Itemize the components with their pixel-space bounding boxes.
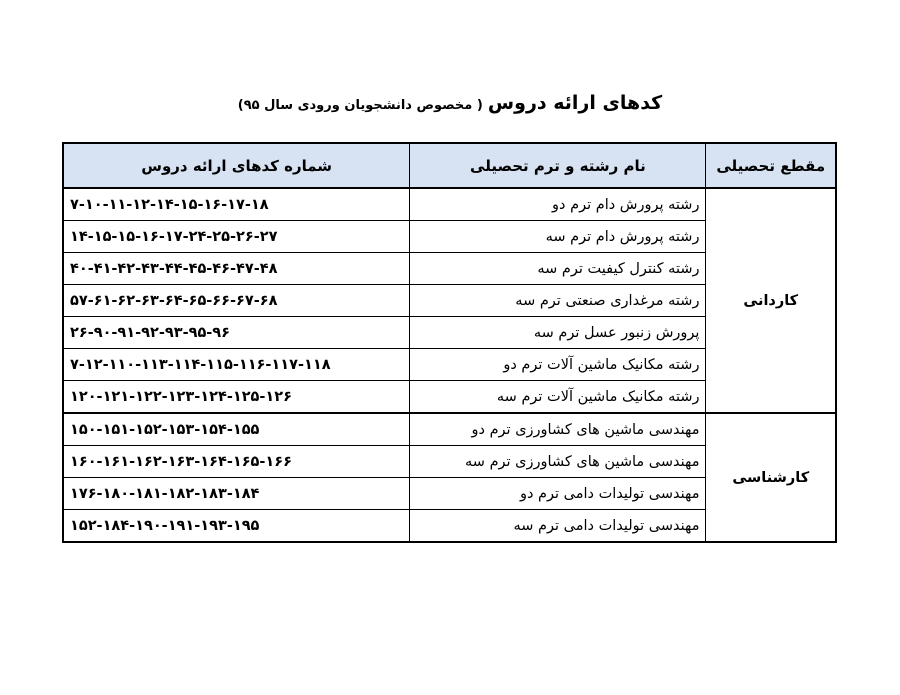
codes-cell: ۷-۱۰-۱۱-۱۲-۱۴-۱۵-۱۶-۱۷-۱۸ xyxy=(63,188,410,221)
field-cell: مهندسی تولیدات دامی ترم دو xyxy=(410,478,706,510)
table-row xyxy=(63,188,836,221)
level-cell-bachelor: کارشناسی xyxy=(706,413,836,542)
document-title xyxy=(0,92,900,114)
field-cell: رشته مکانیک ماشین آلات ترم سه xyxy=(410,381,706,414)
codes-cell: ۱۲۰-۱۲۱-۱۲۲-۱۲۳-۱۲۴-۱۲۵-۱۲۶ xyxy=(63,381,410,414)
field-cell: پرورش زنبور عسل ترم سه xyxy=(410,317,706,349)
field-cell: رشته کنترل کیفیت ترم سه xyxy=(410,253,706,285)
codes-cell: ۴۰-۴۱-۴۲-۴۳-۴۴-۴۵-۴۶-۴۷-۴۸ xyxy=(63,253,410,285)
codes-cell: ۱۷۶-۱۸۰-۱۸۱-۱۸۲-۱۸۳-۱۸۴ xyxy=(63,478,410,510)
codes-cell: ۵۷-۶۱-۶۲-۶۳-۶۴-۶۵-۶۶-۶۷-۶۸ xyxy=(63,285,410,317)
title-main: کدهای ارائه دروس xyxy=(487,92,663,114)
field-cell: رشته پرورش دام ترم دو xyxy=(410,188,706,221)
field-cell: رشته پرورش دام ترم سه xyxy=(410,221,706,253)
field-cell: رشته مرغداری صنعتی ترم سه xyxy=(410,285,706,317)
level-cell-associate: کاردانی xyxy=(706,188,836,413)
codes-cell: ۱۶۰-۱۶۱-۱۶۲-۱۶۳-۱۶۴-۱۶۵-۱۶۶ xyxy=(63,446,410,478)
table-header-row xyxy=(63,143,836,188)
table-row xyxy=(63,413,836,446)
field-cell: مهندسی ماشین های کشاورزی ترم دو xyxy=(410,413,706,446)
field-cell: رشته مکانیک ماشین آلات ترم دو xyxy=(410,349,706,381)
codes-cell: ۷-۱۲-۱۱۰-۱۱۳-۱۱۴-۱۱۵-۱۱۶-۱۱۷-۱۱۸ xyxy=(63,349,410,381)
field-cell: مهندسی ماشین های کشاورزی ترم سه xyxy=(410,446,706,478)
header-field: نام رشته و ترم تحصیلی xyxy=(410,143,706,188)
header-codes: شماره کدهای ارائه دروس xyxy=(63,143,410,188)
codes-cell: ۱۵۰-۱۵۱-۱۵۲-۱۵۳-۱۵۴-۱۵۵ xyxy=(63,413,410,446)
codes-cell: ۱۵۲-۱۸۴-۱۹۰-۱۹۱-۱۹۳-۱۹۵ xyxy=(63,510,410,543)
codes-cell: ۱۴-۱۵-۱۵-۱۶-۱۷-۲۴-۲۵-۲۶-۲۷ xyxy=(63,221,410,253)
codes-cell: ۲۶-۹۰-۹۱-۹۲-۹۳-۹۵-۹۶ xyxy=(63,317,410,349)
header-level: مقطع تحصیلی xyxy=(706,143,836,188)
course-codes-table xyxy=(62,142,837,543)
field-cell: مهندسی تولیدات دامی ترم سه xyxy=(410,510,706,543)
title-subtitle: ( مخصوص دانشجویان ورودی سال ۹۵) xyxy=(237,98,483,113)
